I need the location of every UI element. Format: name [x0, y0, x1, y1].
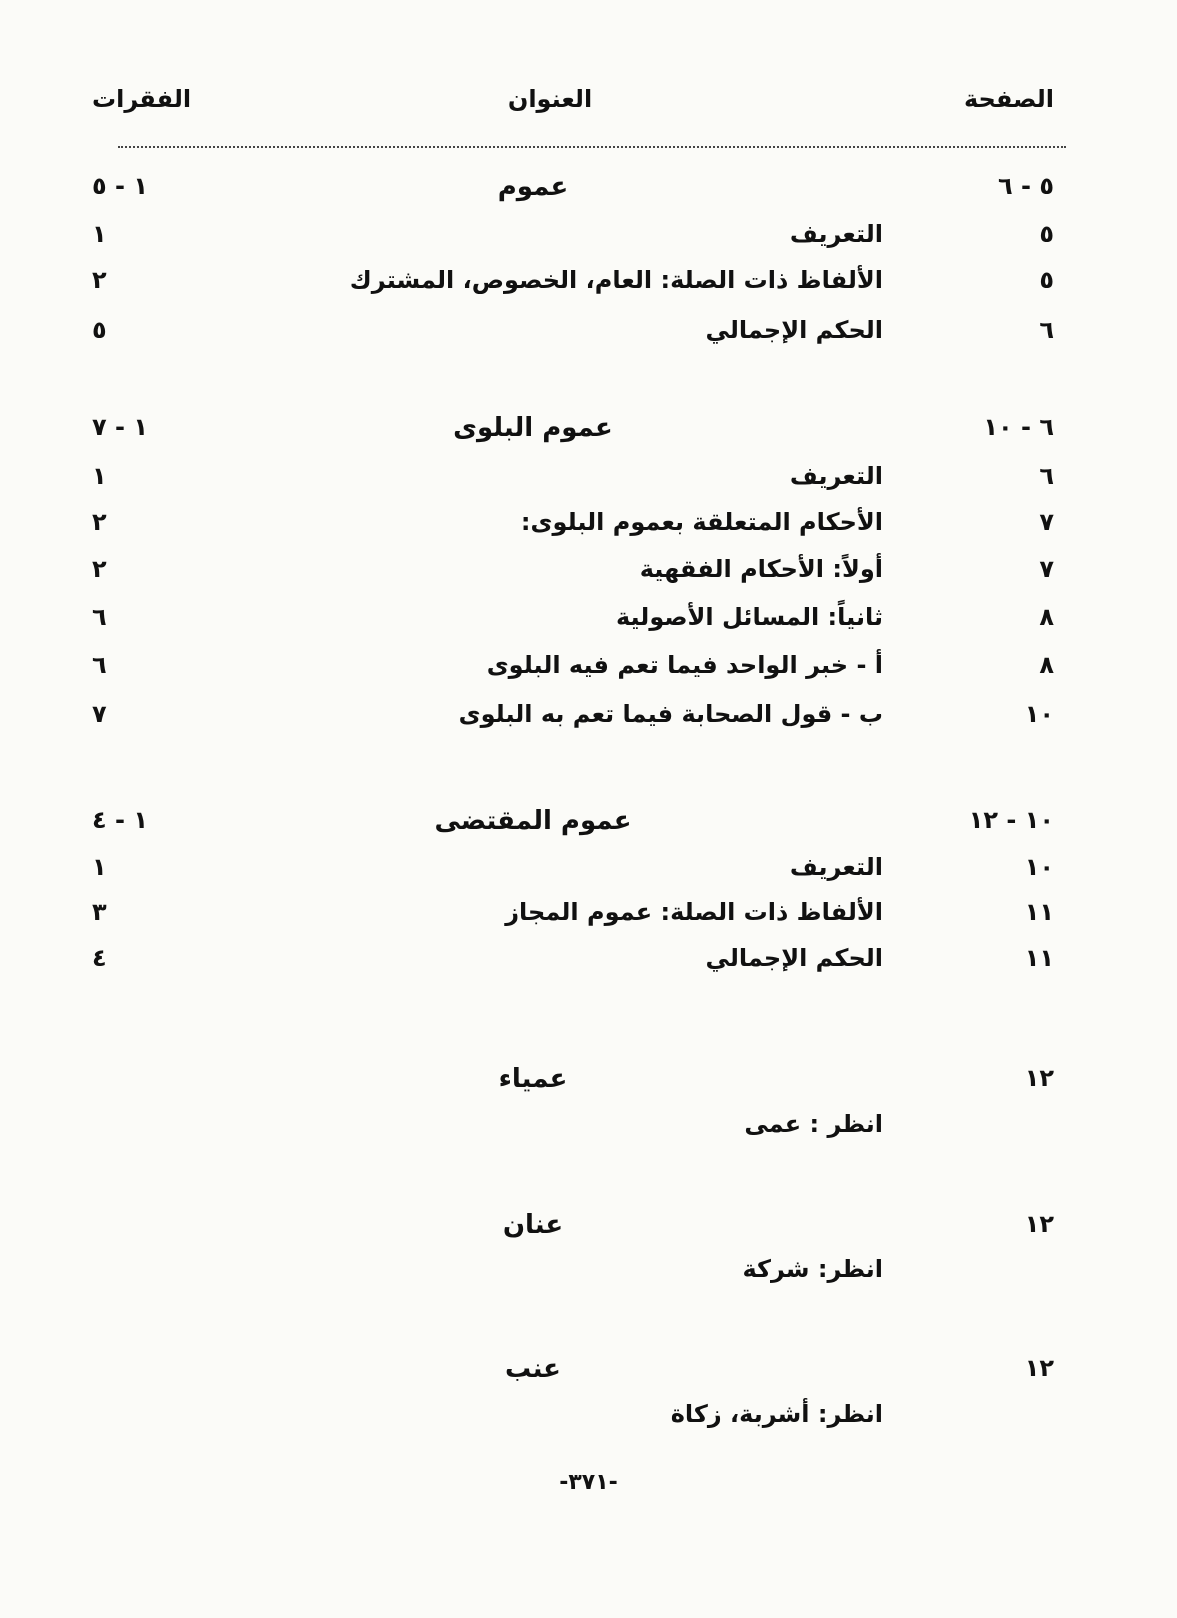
header-divider [118, 146, 1066, 148]
entry-page: ٥ - ٦ [998, 172, 1054, 200]
entry-paragraphs: ١ - ٤ [92, 806, 148, 834]
entry-page: ١٠ [1024, 853, 1054, 881]
index-entry [0, 462, 1177, 508]
entry-page: ١١ [1024, 944, 1054, 972]
entry-title: الألفاظ ذات الصلة: عموم المجاز [505, 898, 883, 926]
entry-page: ٦ [1039, 462, 1054, 490]
entry-page: ١١ [1024, 898, 1054, 926]
entry-paragraphs: ٧ [92, 700, 107, 728]
index-entry-major [0, 1210, 1177, 1256]
entry-paragraphs: ١ [92, 462, 107, 490]
index-entry-major [0, 172, 1177, 218]
entry-title: عموم [497, 172, 569, 202]
entry-paragraphs: ١ - ٥ [92, 172, 148, 200]
entry-paragraphs: ١ - ٧ [92, 413, 148, 441]
entry-title: عمياء [498, 1064, 568, 1094]
index-entry-see-also [0, 1255, 1177, 1301]
header-paragraphs-label: الفقرات [92, 85, 192, 113]
entry-page: ١٠ - ١٢ [968, 806, 1054, 834]
index-entry [0, 853, 1177, 899]
entry-page: ٦ - ١٠ [983, 413, 1054, 441]
index-entry [0, 700, 1177, 746]
entry-paragraphs: ٢ [92, 555, 107, 583]
index-entry [0, 944, 1177, 990]
entry-paragraphs: ١ [92, 853, 107, 881]
entry-page: ٧ [1039, 555, 1054, 583]
entry-title: التعريف [789, 853, 883, 881]
entry-title: عموم البلوى [453, 413, 613, 443]
header-title-label: العنوان [507, 85, 593, 113]
entry-title: أ - خبر الواحد فيما تعم فيه البلوى [486, 651, 883, 679]
index-entry [0, 603, 1177, 649]
entry-page: ١٢ [1024, 1354, 1054, 1382]
table-header [0, 85, 1177, 131]
page-number: -٣٧١- [559, 1470, 618, 1495]
entry-title: عنان [502, 1210, 564, 1240]
entry-title: انظر: شركة [742, 1255, 883, 1283]
index-entry [0, 898, 1177, 944]
index-entry [0, 316, 1177, 362]
entry-paragraphs: ٢ [92, 266, 107, 294]
entry-paragraphs: ٥ [92, 316, 107, 344]
index-entry-major [0, 1354, 1177, 1400]
index-entry-major [0, 806, 1177, 852]
index-entry-see-also [0, 1110, 1177, 1156]
header-page-label: الصفحة [963, 85, 1054, 113]
entry-title: أولاً: الأحكام الفقهية [639, 555, 883, 583]
entry-paragraphs: ١ [92, 220, 107, 248]
entry-title: انظر : عمى [744, 1110, 883, 1138]
index-entry [0, 266, 1177, 312]
index-entry [0, 220, 1177, 266]
index-entry [0, 651, 1177, 697]
entry-page: ٦ [1039, 316, 1054, 344]
entry-page: ١٢ [1024, 1064, 1054, 1092]
entry-paragraphs: ٦ [92, 603, 107, 631]
entry-page: ٨ [1039, 651, 1054, 679]
entry-title: التعريف [789, 462, 883, 490]
index-entry [0, 508, 1177, 554]
entry-title: الأحكام المتعلقة بعموم البلوى: [520, 508, 883, 536]
index-entry-major [0, 413, 1177, 459]
entry-title: عنب [505, 1354, 561, 1384]
index-entry [0, 555, 1177, 601]
entry-page: ٥ [1039, 266, 1054, 294]
entry-title: الحكم الإجمالي [705, 316, 883, 344]
entry-page: ٨ [1039, 603, 1054, 631]
index-entry-major [0, 1064, 1177, 1110]
entry-page: ١٢ [1024, 1210, 1054, 1238]
entry-paragraphs: ٤ [92, 944, 107, 972]
entry-title: ثانياً: المسائل الأصولية [615, 603, 883, 631]
entry-title: ب - قول الصحابة فيما تعم به البلوى [458, 700, 883, 728]
entry-page: ٧ [1039, 508, 1054, 536]
entry-paragraphs: ٦ [92, 651, 107, 679]
entry-title: انظر: أشربة، زكاة [670, 1400, 883, 1428]
index-entry-see-also [0, 1400, 1177, 1446]
entry-title: الألفاظ ذات الصلة: العام، الخصوص، المشترك [349, 266, 883, 294]
entry-title: عموم المقتضى [434, 806, 632, 836]
entry-title: التعريف [789, 220, 883, 248]
entry-title: الحكم الإجمالي [705, 944, 883, 972]
entry-paragraphs: ٢ [92, 508, 107, 536]
entry-page: ٥ [1039, 220, 1054, 248]
entry-paragraphs: ٣ [92, 898, 107, 926]
entry-page: ١٠ [1024, 700, 1054, 728]
